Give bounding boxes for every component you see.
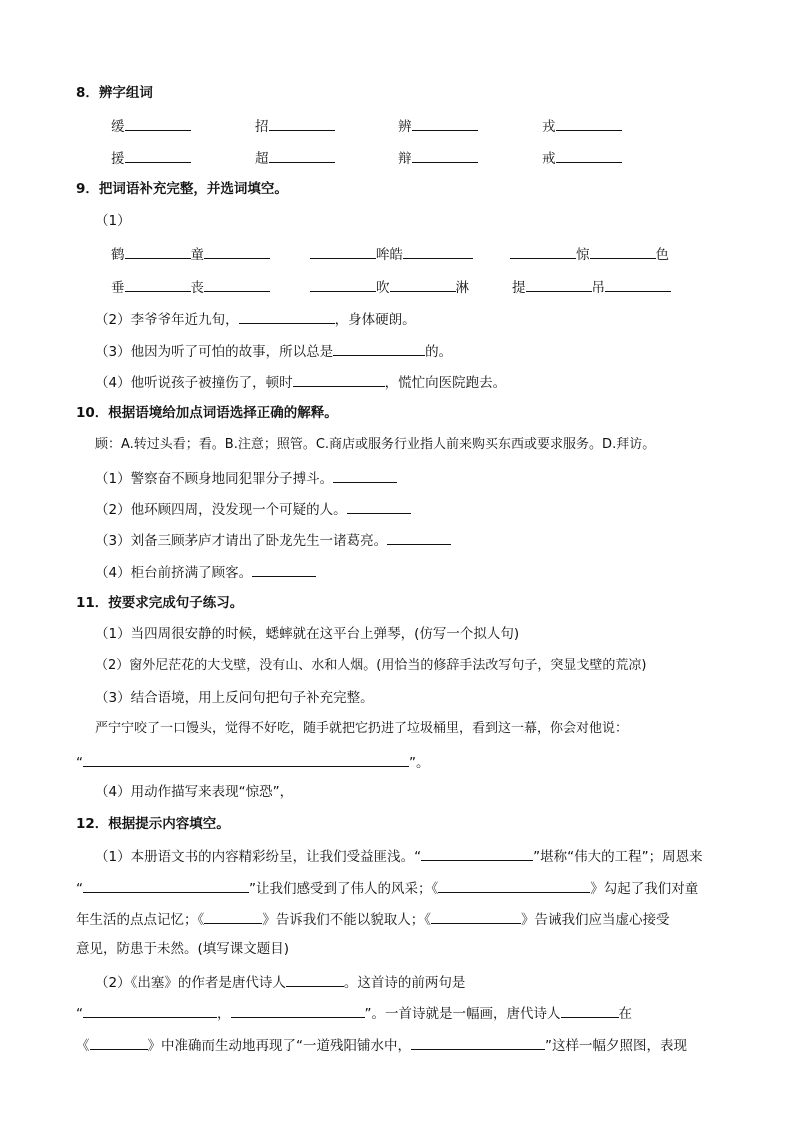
blank[interactable] xyxy=(83,878,249,893)
char: 戎 xyxy=(542,119,556,135)
question-9-sentence-2: （2）李爷爷年近九旬， ，身体硬朗。 xyxy=(95,309,416,329)
blank[interactable] xyxy=(403,244,473,259)
blank[interactable] xyxy=(561,1003,619,1018)
question-10-title: 10．根据语境给加点词语选择正确的解释。 xyxy=(76,405,338,421)
answer-blank[interactable] xyxy=(347,499,411,514)
quote-answer-line: “ ”。 xyxy=(76,752,430,772)
blank[interactable] xyxy=(438,878,590,893)
blank[interactable] xyxy=(333,341,425,356)
blank[interactable] xyxy=(310,244,376,259)
word-cell xyxy=(398,148,478,168)
question-10-item-3: （3）刘备三顾茅庐才请出了卧龙先生一诸葛亮。 xyxy=(95,530,451,550)
question-12-line-5: （2）《出塞》的作者是唐代诗人 。这首诗的前两句是 xyxy=(95,972,465,992)
char: 超 xyxy=(255,151,269,167)
question-12-line-2: “ ”让我们感受到了伟人的风采；《 》勾起了我们对童 xyxy=(76,878,698,898)
question-11-title: 11．按要求完成句子练习。 xyxy=(76,595,244,611)
answer-blank[interactable] xyxy=(252,562,316,577)
char: 戒 xyxy=(542,151,556,167)
char: 援 xyxy=(111,151,125,167)
blank[interactable] xyxy=(556,148,622,163)
question-9-title: 9．把词语补充完整，并选词填空。 xyxy=(76,181,288,197)
blank[interactable] xyxy=(125,148,191,163)
question-12-line-6: “ ， ”。一首诗就是一幅画，唐代诗人 在 xyxy=(76,1003,632,1023)
blank[interactable] xyxy=(125,116,191,131)
question-12-line-3: 年生活的点点记忆；《 》告诉我们不能以貌取人；《 》告诫我们应当虚心接受 xyxy=(76,909,670,929)
char: 辩 xyxy=(398,151,412,167)
blank[interactable] xyxy=(412,148,478,163)
char: 招 xyxy=(255,119,269,135)
question-11-item-3: （3）结合语境，用上反问句把句子补充完整。 xyxy=(95,690,374,706)
word-cell xyxy=(111,148,191,168)
blank[interactable] xyxy=(83,1003,217,1018)
answer-blank[interactable] xyxy=(333,468,397,483)
blank[interactable] xyxy=(125,277,191,292)
blank[interactable] xyxy=(231,1003,365,1018)
idiom-5: 吹 淋 xyxy=(310,277,469,297)
word-cell xyxy=(255,116,335,136)
question-12-title: 12．根据提示内容填空。 xyxy=(76,816,230,832)
blank[interactable] xyxy=(411,1035,545,1050)
question-10-item-2: （2）他环顾四周，没发现一个可疑的人。 xyxy=(95,499,411,519)
question-9-part-1: （1） xyxy=(95,213,131,229)
word-cell xyxy=(542,148,622,168)
idiom-6: 提 吊 xyxy=(512,277,671,297)
blank[interactable] xyxy=(421,846,533,861)
question-12-line-4: 意见，防患于未然。(填写课文题目) xyxy=(76,941,290,957)
blank[interactable] xyxy=(412,116,478,131)
answer-blank[interactable] xyxy=(83,752,409,767)
blank[interactable] xyxy=(204,909,262,924)
question-10-item-4: （4）柜台前挤满了顾客。 xyxy=(95,562,316,582)
answer-blank[interactable] xyxy=(387,530,451,545)
char: 缓 xyxy=(111,119,125,135)
question-11-item-2: （2）窗外尼茫花的大戈壁，没有山、水和人烟。(用恰当的修辞手法改写句子，突显戈壁的荒凉) xyxy=(95,658,647,673)
question-8-title: 8．辨字组词 xyxy=(76,85,153,101)
blank[interactable] xyxy=(556,116,622,131)
blank[interactable] xyxy=(286,972,344,987)
story-text: 严宁宁咬了一口馒头，觉得不好吃，随手就把它扔进了垃圾桶里，看到这一幕，你会对他说： xyxy=(95,721,629,736)
blank[interactable] xyxy=(204,244,270,259)
question-12-line-1: （1）本册语文书的内容精彩纷呈，让我们受益匪浅。“ ”堪称“伟大的工程”；周恩来 xyxy=(95,846,703,866)
word-cell xyxy=(255,148,335,168)
char: 辨 xyxy=(398,119,412,135)
idiom-3: 惊 色 xyxy=(510,244,669,264)
question-9-sentence-4: （4）他听说孩子被撞伤了，顿时 ，慌忙向医院跑去。 xyxy=(95,372,506,392)
question-12-line-7: 《 》中准确而生动地再现了“一道残阳铺水中， ”这样一幅夕照图，表现 xyxy=(76,1035,687,1055)
blank[interactable] xyxy=(510,244,576,259)
blank[interactable] xyxy=(390,277,456,292)
blank[interactable] xyxy=(293,372,385,387)
word-cell xyxy=(398,116,478,136)
blank[interactable] xyxy=(269,116,335,131)
question-11-item-1: （1）当四周很安静的时候，蟋蟀就在这平台上弹琴，(仿写一个拟人句) xyxy=(95,626,520,642)
definition-text: 顾：A.转过头看；看。B.注意；照管。C.商店或服务行业指人前来购买东西或要求服务。D.拜访。 xyxy=(95,437,656,452)
question-11-item-4: （4）用动作描写来表现“惊恐”， xyxy=(95,784,294,800)
blank[interactable] xyxy=(90,1035,148,1050)
blank[interactable] xyxy=(590,244,656,259)
blank[interactable] xyxy=(526,277,592,292)
idiom-4: 垂 丧 xyxy=(111,277,270,297)
idiom-1: 鹤 童 xyxy=(111,244,270,264)
idiom-2: 哞皓 xyxy=(310,244,473,264)
blank[interactable] xyxy=(125,244,191,259)
question-10-item-1: （1）警察奋不顾身地同犯罪分子搏斗。 xyxy=(95,468,397,488)
word-cell xyxy=(111,116,191,136)
blank[interactable] xyxy=(431,909,521,924)
blank[interactable] xyxy=(310,277,376,292)
word-cell xyxy=(542,116,622,136)
blank[interactable] xyxy=(605,277,671,292)
blank[interactable] xyxy=(239,309,335,324)
question-9-sentence-3: （3）他因为听了可怕的故事，所以总是 的。 xyxy=(95,341,452,361)
blank[interactable] xyxy=(269,148,335,163)
blank[interactable] xyxy=(204,277,270,292)
